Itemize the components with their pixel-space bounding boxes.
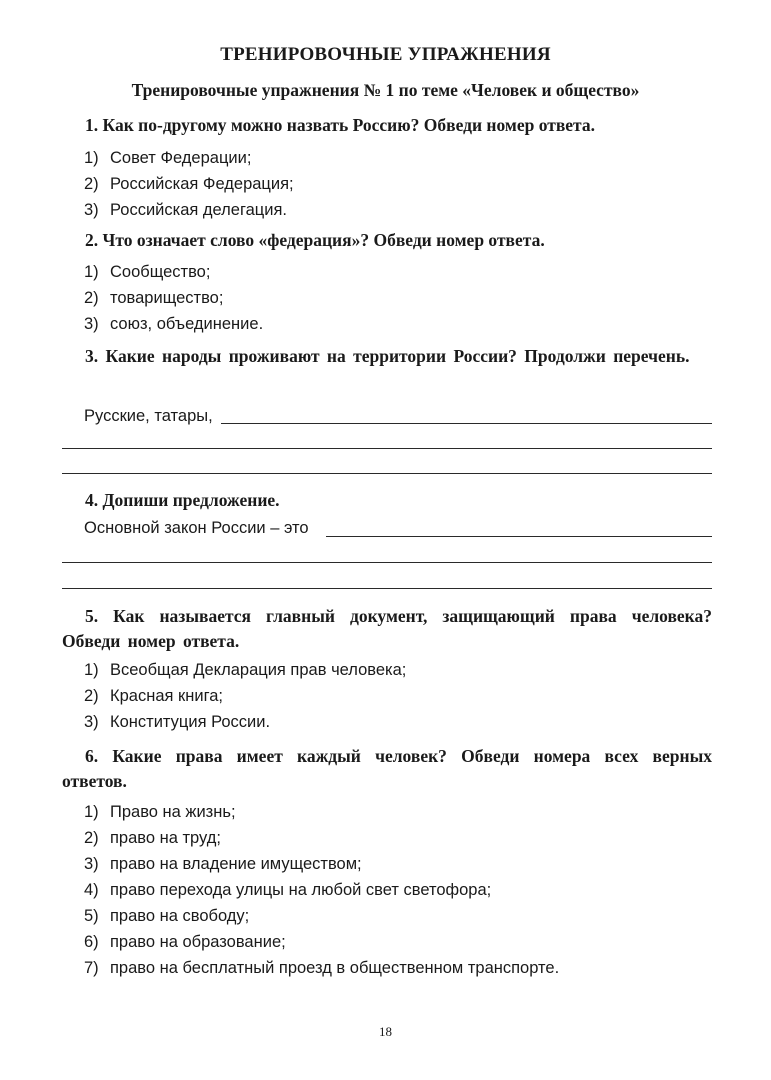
question-2: 2. Что означает слово «федерация»? Обведи номер ответа. bbox=[85, 230, 545, 250]
question-6-option-5 bbox=[84, 906, 249, 926]
option-text: Российская Федерация; bbox=[110, 175, 294, 193]
question-3-fill-prefix: Русские, татары, bbox=[84, 407, 213, 425]
question-3: 3. Какие народы проживают на территории России? Продолжи перечень. bbox=[85, 346, 690, 366]
option-number: 3) bbox=[84, 855, 99, 873]
option-text: Право на жизнь; bbox=[110, 803, 236, 821]
question-6-option-2 bbox=[84, 828, 221, 848]
option-number: 1) bbox=[84, 803, 99, 821]
question-1-option-1 bbox=[84, 148, 251, 168]
option-text: Российская делегация. bbox=[110, 201, 287, 219]
option-text: Сообщество; bbox=[110, 263, 211, 281]
question-6: 6. Какие права имеет каждый человек? Обведи номера всех верных ответов. bbox=[62, 746, 712, 791]
option-number: 2) bbox=[84, 289, 99, 307]
question-6-option-7 bbox=[84, 958, 559, 978]
question-5: 5. Как называется главный документ, защищающий права человека? Обведи номер ответа. bbox=[62, 606, 712, 651]
question-5-option-3 bbox=[84, 712, 270, 732]
question-4: 4. Допиши предложение. bbox=[85, 490, 280, 510]
option-text: товарищество; bbox=[110, 289, 224, 307]
option-number: 3) bbox=[84, 201, 99, 219]
question-1: 1. Как по-другому можно назвать Россию? Обведи номер ответа. bbox=[85, 115, 595, 135]
answer-line bbox=[62, 588, 712, 589]
option-number: 2) bbox=[84, 829, 99, 847]
answer-line bbox=[326, 536, 712, 537]
option-number: 4) bbox=[84, 881, 99, 899]
option-number: 3) bbox=[84, 315, 99, 333]
answer-line bbox=[62, 473, 712, 474]
answer-line bbox=[62, 448, 712, 449]
option-number: 1) bbox=[84, 149, 99, 167]
option-number: 2) bbox=[84, 687, 99, 705]
option-text: право на труд; bbox=[110, 829, 221, 847]
answer-line bbox=[221, 423, 712, 424]
option-text: право на образование; bbox=[110, 933, 286, 951]
option-text: Красная книга; bbox=[110, 687, 223, 705]
question-2-option-1 bbox=[84, 262, 210, 282]
option-text: Всеобщая Декларация прав человека; bbox=[110, 661, 407, 679]
page-title: ТРЕНИРОВОЧНЫЕ УПРАЖНЕНИЯ bbox=[220, 44, 551, 65]
option-number: 5) bbox=[84, 907, 99, 925]
option-number: 6) bbox=[84, 933, 99, 951]
answer-line bbox=[62, 562, 712, 563]
option-text: право на владение имуществом; bbox=[110, 855, 362, 873]
question-2-option-2 bbox=[84, 288, 223, 308]
option-number: 1) bbox=[84, 661, 99, 679]
question-6-option-1 bbox=[84, 802, 236, 822]
question-5-option-2 bbox=[84, 686, 223, 706]
page-number: 18 bbox=[379, 1024, 392, 1039]
option-text: Совет Федерации; bbox=[110, 149, 252, 167]
question-5-option-1 bbox=[84, 660, 406, 680]
option-text: право перехода улицы на любой свет светофора; bbox=[110, 881, 492, 899]
option-number: 1) bbox=[84, 263, 99, 281]
option-number: 7) bbox=[84, 959, 99, 977]
question-4-fill-prefix: Основной закон России – это bbox=[84, 519, 309, 537]
option-number: 3) bbox=[84, 713, 99, 731]
question-6-option-4 bbox=[84, 880, 491, 900]
question-6-option-6 bbox=[84, 932, 286, 952]
exercise-subtitle: Тренировочные упражнения № 1 по теме «Человек и общество» bbox=[131, 80, 640, 100]
question-6-option-3 bbox=[84, 854, 362, 874]
option-text: право на бесплатный проезд в общественном транспорте. bbox=[110, 959, 560, 977]
option-number: 2) bbox=[84, 175, 99, 193]
question-1-option-3 bbox=[84, 200, 287, 220]
option-text: союз, объединение. bbox=[110, 315, 264, 333]
option-text: Конституция России. bbox=[110, 713, 271, 731]
option-text: право на свободу; bbox=[110, 907, 250, 925]
question-2-option-3 bbox=[84, 314, 263, 334]
question-1-option-2 bbox=[84, 174, 294, 194]
